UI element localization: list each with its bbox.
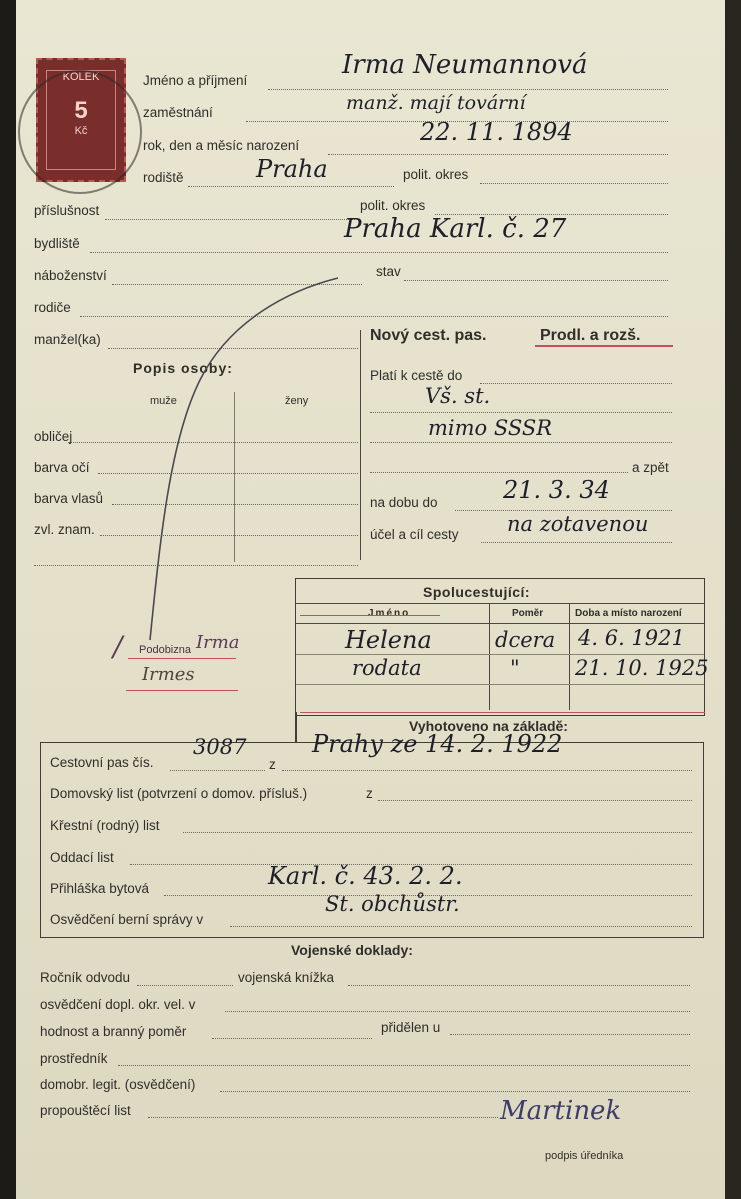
companions-col-relation: Poměr (512, 608, 544, 619)
stamp-currency: Kč (74, 125, 88, 137)
return-label: a zpět (632, 460, 669, 475)
description-title: Popis osoby: (133, 360, 233, 376)
spouse-label: manžel(ka) (34, 332, 101, 347)
residence-value: Praha Karl. č. 27 (344, 214, 567, 244)
military-legit-line (220, 1091, 690, 1092)
basis-passport-number: 3087 (193, 735, 247, 759)
basis-homeland-line (378, 800, 692, 801)
period-label: na dobu do (370, 495, 438, 510)
official-signature: Martinek (500, 1096, 622, 1126)
basis-passport-label: Cestovní pas čís. (50, 755, 154, 770)
basis-passport-line (170, 770, 265, 771)
military-legit-label: domobr. legit. (osvědčení) (40, 1077, 196, 1092)
companion-1-name: Helena (345, 626, 432, 654)
basis-registration-value: Karl. č. 43. 2. 2. (268, 862, 463, 890)
name-value: Irma Neumannová (342, 50, 588, 80)
name-label: Jméno a příjmení (143, 73, 248, 88)
companions-col-divider-2 (569, 604, 570, 710)
military-book-line (348, 985, 690, 986)
religion-label: náboženství (34, 268, 107, 283)
period-value: 21. 3. 34 (503, 476, 610, 504)
nationality-label: příslušnost (34, 203, 100, 218)
basis-baptism-line (183, 832, 692, 833)
basis-tax-label: Osvědčení berní správy v (50, 912, 204, 927)
birthplace-value: Praha (256, 155, 328, 183)
basis-marriage-label: Oddací list (50, 850, 114, 865)
eye-label: barva očí (34, 460, 90, 475)
military-cert-label: osvědčení dopl. okr. vel. v (40, 997, 196, 1012)
companions-title-rule (296, 603, 704, 604)
companions-col-date: Doba a místo narození (575, 608, 682, 619)
face-label: obličej (34, 429, 73, 444)
companions-col-divider-1 (489, 604, 490, 710)
military-rank-label: hodnost a branný poměr (40, 1024, 187, 1039)
military-year-line (137, 985, 233, 986)
stamp-text: KOLEK (62, 71, 100, 83)
basis-baptism-label: Křestní (rodný) list (50, 818, 160, 833)
basis-connector (295, 712, 297, 743)
basis-registration-label: Přihláška bytová (50, 881, 150, 896)
polit-okres-label: polit. okres (403, 167, 469, 182)
purpose-label: účel a cíl cesty (370, 527, 459, 542)
marks-label: zvl. znam. (34, 522, 95, 537)
military-assigned-line (450, 1034, 690, 1035)
polit-okres2-label: polit. okres (360, 198, 426, 213)
basis-homeland-label: Domovský list (potvrzení o domov. přísluš.) (50, 786, 308, 801)
military-release-line (148, 1117, 498, 1118)
military-title: Vojenské doklady: (291, 942, 413, 958)
companions-header-mark (300, 615, 440, 616)
basis-tax-value: St. obchůstr. (325, 892, 460, 916)
military-rank-line (212, 1038, 372, 1039)
men-label: muže (150, 395, 177, 407)
basis-z2-label: z (366, 786, 373, 801)
residence-label: bydliště (34, 236, 80, 251)
birthplace-label: rodiště (143, 170, 184, 185)
basis-tax-line (230, 926, 692, 927)
basis-z-label: z (269, 757, 276, 772)
purpose-value: na zotavenou (507, 512, 649, 536)
military-mediator-label: prostředník (40, 1051, 108, 1066)
photo-mark-stroke: / (113, 630, 123, 663)
birth-value: 22. 11. 1894 (420, 118, 573, 146)
valid-value-2: mimo SSSR (428, 416, 553, 440)
photo-value: Irma (196, 632, 240, 653)
companion-2-relation: " (510, 656, 520, 680)
photo-mark-1 (128, 658, 236, 659)
military-release-label: propouštěcí list (40, 1103, 131, 1118)
status-label: stav (376, 264, 401, 279)
hair-label: barva vlasů (34, 491, 104, 506)
valid-label: Platí k cestě do (370, 368, 463, 383)
military-book-label: vojenská knížka (238, 970, 335, 985)
photo-mark-2 (126, 690, 238, 691)
military-year-label: Ročník odvodu (40, 970, 131, 985)
valid-value-1: Vš. st. (425, 384, 491, 408)
companions-row-rule-1 (296, 654, 704, 655)
military-cert-line (225, 1011, 690, 1012)
companion-2-date: 21. 10. 1925 (575, 656, 709, 680)
basis-title: Vyhotoveno na základě: (409, 718, 568, 734)
basis-passport-issued: Prahy ze 14. 2. 1922 (312, 730, 563, 758)
women-label: ženy (285, 395, 309, 407)
parents-label: rodiče (34, 300, 71, 315)
basis-issued-line (282, 770, 692, 771)
companions-row-rule-2 (296, 684, 704, 685)
occupation-value: manž. mají tovární (346, 92, 526, 114)
occupation-label: zaměstnání (143, 105, 213, 120)
basis-red-rule (300, 712, 705, 713)
military-mediator-line (118, 1065, 690, 1066)
signature-label: podpis úředníka (545, 1150, 624, 1162)
military-assigned-label: přidělen u (381, 1020, 441, 1035)
companion-2-name: rodata (352, 656, 422, 680)
photo-label: Podobizna (139, 644, 191, 656)
companions-title: Spolucestující: (423, 584, 531, 600)
companions-col-name: Jméno (368, 608, 411, 619)
companion-1-date: 4. 6. 1921 (578, 626, 685, 650)
photo-value-2: Irmes (142, 664, 195, 685)
stamp-value: 5 (74, 97, 88, 124)
extension-label: Prodl. a rozš. (540, 327, 641, 344)
companions-header-rule (296, 623, 704, 624)
new-passport-label: Nový cest. pas. (370, 327, 487, 344)
companion-1-relation: dcera (495, 628, 556, 652)
birth-label: rok, den a měsíc narození (143, 138, 300, 153)
